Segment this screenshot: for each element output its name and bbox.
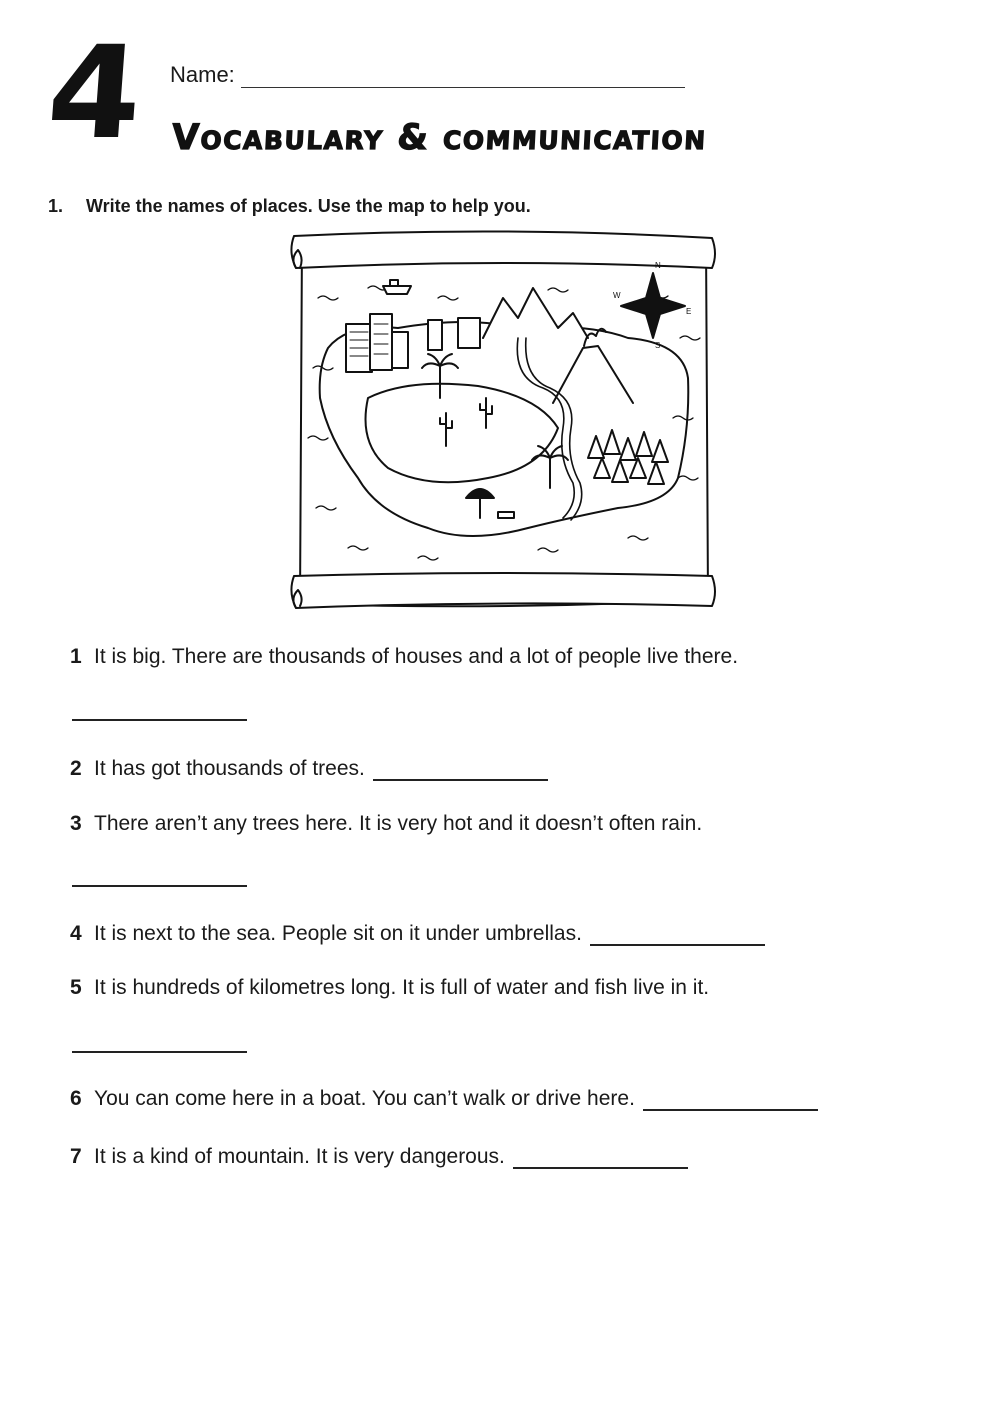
question-4 (70, 920, 765, 946)
question-7 (70, 1143, 688, 1169)
question-text: It is big. There are thousands of houses and a lot of people live there. (94, 645, 739, 668)
question-text: You can come here in a boat. You can’t walk or drive here. (94, 1087, 635, 1110)
name-label: Name: (170, 62, 235, 87)
answer-3-field[interactable] (72, 885, 247, 887)
question-2 (70, 755, 548, 781)
page-title: Vocabulary & communication (170, 118, 708, 158)
map-scroll (300, 234, 708, 606)
compass-s-label: S (655, 341, 661, 350)
answer-5-field[interactable] (72, 1051, 247, 1053)
exercise-number: 1. (48, 196, 64, 216)
treasure-map-illustration (288, 228, 718, 614)
answer-4-field[interactable] (590, 920, 765, 946)
question-text: It is next to the sea. People sit on it under umbrellas. (94, 922, 582, 945)
compass-w-label: W (613, 291, 621, 300)
question-text: It is a kind of mountain. It is very dangerous. (94, 1145, 505, 1168)
question-text: It has got thousands of trees. (94, 757, 365, 780)
question-number: 4 (70, 922, 82, 945)
question-text: It is hundreds of kilometres long. It is full of water and fish live in it. (94, 976, 710, 999)
answer-1-field[interactable] (72, 719, 247, 721)
question-number: 3 (70, 812, 82, 835)
question-number: 7 (70, 1145, 82, 1168)
question-5 (70, 976, 709, 1000)
answer-7-field[interactable] (513, 1143, 688, 1169)
question-1 (70, 645, 738, 669)
question-6 (70, 1085, 818, 1111)
exercise-instruction (48, 196, 531, 217)
compass-n-label: N (655, 261, 661, 270)
answer-6-field[interactable] (643, 1085, 818, 1111)
name-row (170, 62, 685, 88)
name-field[interactable] (241, 65, 685, 88)
question-3 (70, 812, 702, 836)
unit-number: 4 (42, 19, 143, 168)
question-number: 1 (70, 645, 82, 668)
exercise-instruction-text: Write the names of places. Use the map to help you. (86, 196, 531, 216)
question-text: There aren’t any trees here. It is very hot and it doesn’t often rain. (94, 812, 703, 835)
answer-2-field[interactable] (373, 755, 548, 781)
question-number: 6 (70, 1087, 82, 1110)
compass-e-label: E (686, 307, 692, 316)
question-number: 5 (70, 976, 82, 999)
question-number: 2 (70, 757, 82, 780)
